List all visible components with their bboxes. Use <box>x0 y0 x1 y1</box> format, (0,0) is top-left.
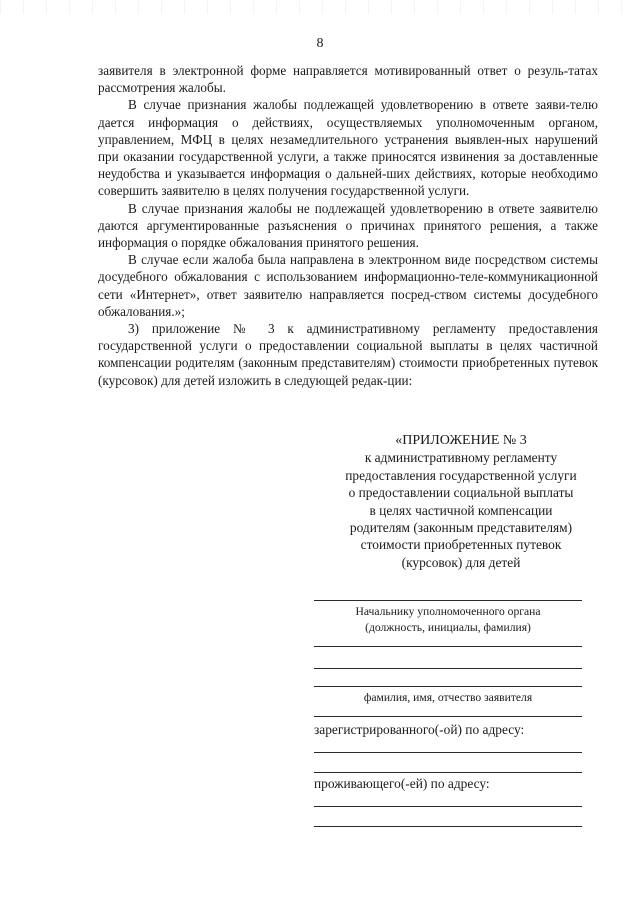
appendix-line: к административному регламенту <box>364 450 558 466</box>
appendix-line: в целях частичной компенсации <box>369 502 553 518</box>
recipient-caption: Начальнику уполномоченного органа <box>355 605 541 618</box>
applicant-fill-line[interactable] <box>314 686 582 687</box>
paragraph-electronic-complaint: В случае если жалоба была направлена в электронном виде посредством системы досудебного обжалования с использованием информационно-теле-коммуникационной сети «Интернет», ответ заявителю направляется посред-ством системы досудебного обжалования.»; <box>98 252 598 319</box>
applicant-caption: фамилия, имя, отчество заявителя <box>363 691 533 704</box>
registered-address-line[interactable] <box>314 752 582 753</box>
paragraph-continuation: заявителя в электронной форме направляется мотивированный ответ о резуль-татах рассмотрения жалобы. <box>98 63 598 96</box>
appendix-line: родителям (законным представителям) <box>349 520 573 536</box>
appendix-line: стоимости приобретенных путевок <box>360 537 562 553</box>
appendix-title: «ПРИЛОЖЕНИЕ № 3 <box>395 433 527 448</box>
residing-address-line[interactable] <box>314 806 582 807</box>
residing-address-label: проживающего(-ей) по адресу: <box>314 776 490 791</box>
appendix-line: предоставления государственной услуги <box>345 467 577 483</box>
applicant-fill-line[interactable] <box>314 668 582 669</box>
paragraph-complaint-satisfied: В случае признания жалобы подлежащей удовлетворению в ответе заяви-телю дается информация о действиях, осуществляемых уполномоченным органом, управлением, МФЦ в целях незамедлительного устранения выявлен-ных нарушений при оказании государственной услуги, а также приносятся извинения за доставленные неудобства и указывается информация о дальней-ших действиях, которые необходимо совершить заявителю в целях получения государственной услуги. <box>98 97 598 199</box>
paragraph-complaint-rejected: В случае признания жалобы не подлежащей удовлетворению в ответе заявителю даются аргументированные разъяснения о причинах принятого решения, а также информация о порядке обжалования принятого решения. <box>98 200 598 251</box>
page-number: 8 <box>316 36 324 51</box>
recipient-fill-line[interactable] <box>314 600 582 601</box>
appendix-line: о предоставлении социальной выплаты <box>348 485 574 501</box>
residing-address-line[interactable] <box>314 826 582 827</box>
registered-address-line[interactable] <box>314 772 582 773</box>
paragraph-appendix-amendment: 3) приложение № 3 к административному регламенту предоставления государственной услуги о предоставлении социальной выплаты в целях частичной компенсации родителям (законным представителям) стоимости приобретенных путевок (курсовок) для детей изложить в следующей редак-ции: <box>98 321 598 388</box>
registered-address-label: зарегистрированного(-ой) по адресу: <box>314 722 525 737</box>
applicant-fill-line[interactable] <box>314 716 582 717</box>
application-form-header <box>314 0 582 905</box>
appendix-line: (курсовок) для детей <box>401 554 521 570</box>
recipient-fill-line[interactable] <box>314 646 582 647</box>
recipient-caption-hint: (должность, инициалы, фамилия) <box>365 621 531 634</box>
